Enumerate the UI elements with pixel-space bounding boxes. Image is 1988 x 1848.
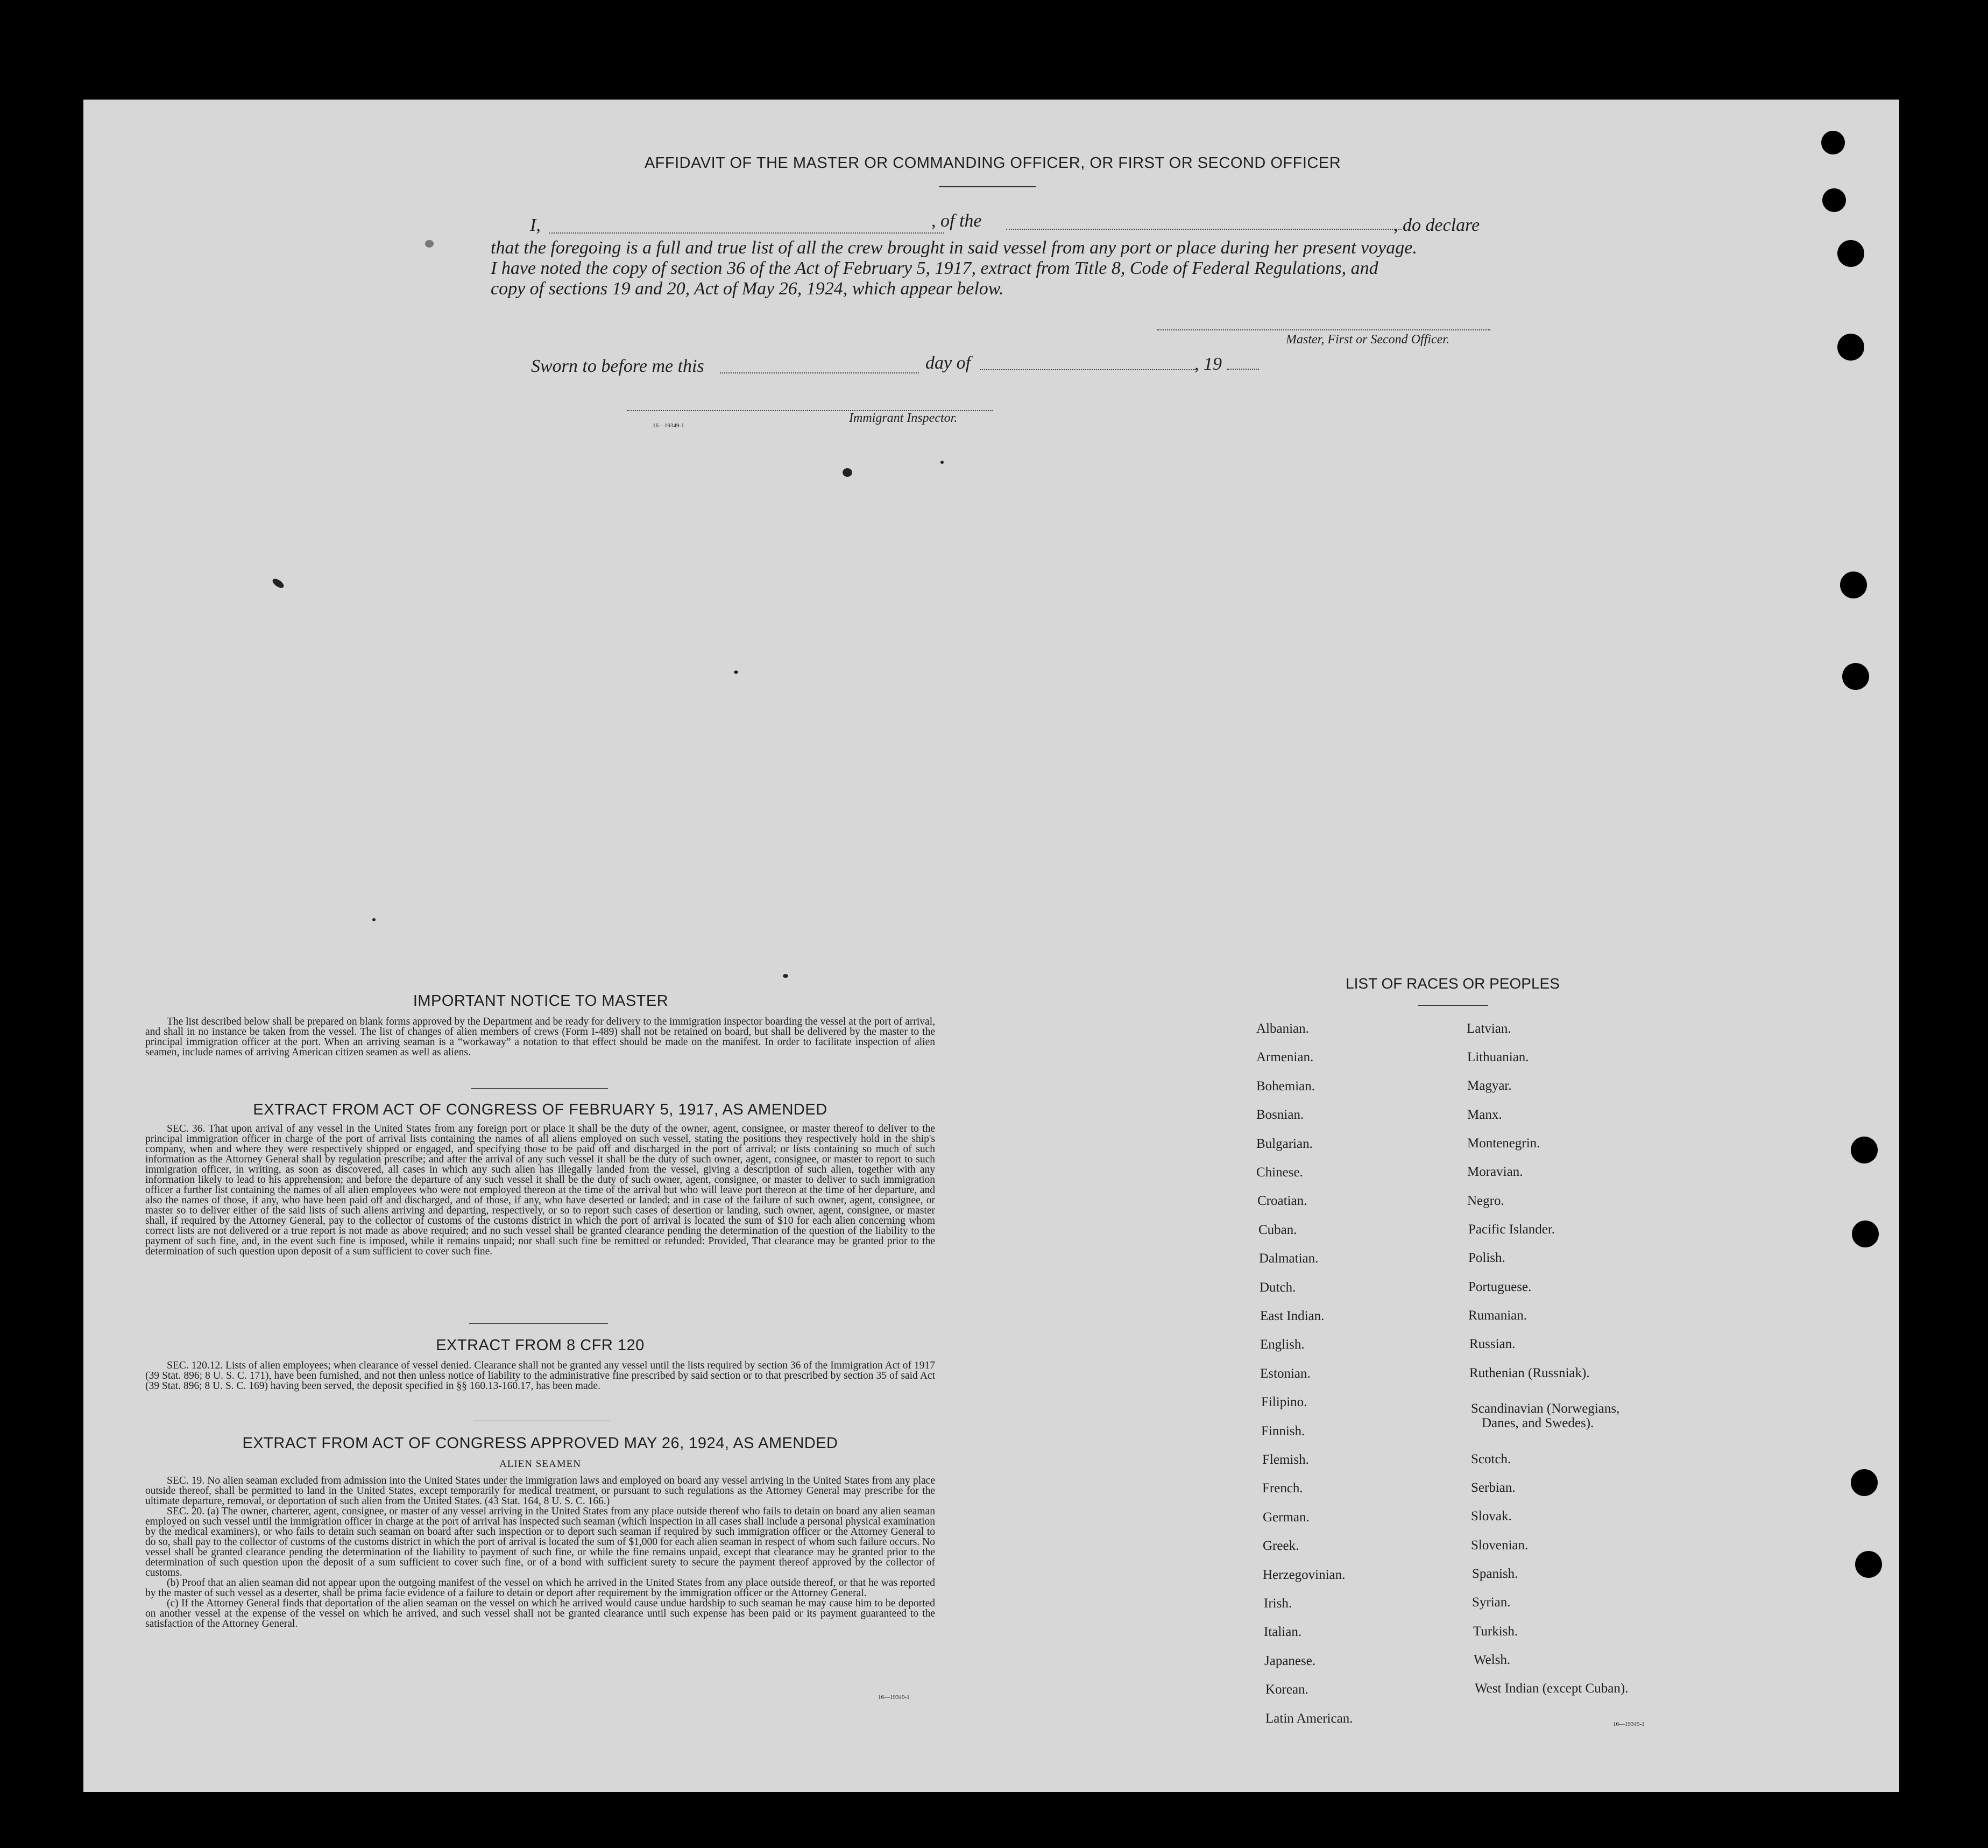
declarant-name-field[interactable] <box>549 232 944 234</box>
extract-form-number: 16—19349-1 <box>878 1694 910 1701</box>
sworn-year: , 19 <box>1194 354 1222 374</box>
race-item: Latin American. <box>1265 1711 1353 1726</box>
notice-text: The list described below shall be prepared on blank forms approved by the Department and be ready for delivery to the immigration inspector boarding the vessel at the port of arrival, and shall in no instance be taken from the vessel. The list of changes of alien members of crews (Form I-489) shall not be retained on board, but shall be delivered by the master to the principal immigration officer at the port. When an arriving seaman is a “workaway” a notation to that effect should be made on the manifest. In order to facilitate inspection of alien seamen, include names of arriving American citizen seamen as well as aliens. <box>145 1016 935 1058</box>
race-item: Flemish. <box>1262 1452 1309 1467</box>
sec20b-text: (b) Proof that an alien seaman did not appear upon the outgoing manifest of the vessel on which he arrived in the United States from any place outside thereof, or that he was reported by the master of such vessel as a deserter, shall be prima facie evidence of a failure to detain or deport after requirement by the immigration officer or the Attorney General. <box>145 1577 935 1599</box>
section-divider <box>469 1323 608 1324</box>
extract-1917-paragraph <box>145 1124 935 1257</box>
race-item: Chinese. <box>1256 1165 1303 1180</box>
race-item: Bosnian. <box>1256 1108 1304 1123</box>
race-item: Korean. <box>1265 1682 1308 1697</box>
race-item: Serbian. <box>1471 1480 1516 1495</box>
race-item: Slovenian. <box>1471 1538 1529 1553</box>
ink-speck <box>783 974 788 978</box>
do-declare-text: , do declare <box>1393 215 1480 235</box>
ink-speck <box>734 671 738 674</box>
sec120-text: SEC. 120.12. Lists of alien employees; when clearance of vessel denied. Clearance shall not be granted any vessel until the lists required by section 36 of the Immigration Act of 1917 (39 Stat. 896; 8 U. S. C. 171), have been furnished, and not then unless notice of liability to the administrative fine prescribed by said section or to that prescribed by section 35 of said Act (39 Stat. 896; 8 U. S. C. 169) having been served, the deposit specified in §§ 160.13-160.17, has been made. <box>145 1360 935 1392</box>
affidavit-title: AFFIDAVIT OF THE MASTER OR COMMANDING OFFICER, OR FIRST OR SECOND OFFICER <box>644 154 1341 172</box>
extract-1917-title: EXTRACT FROM ACT OF CONGRESS OF FEBRUARY 5, 1917, AS AMENDED <box>253 1101 827 1118</box>
sec19-text: SEC. 19. No alien seaman excluded from admission into the United States under the immigration laws and employed on board any vessel arriving in the United States from any place outside thereof, shall be permitted to land in the United States, except temporarily for medical treatment, or pursuant to such regulations as the Attorney General may prescribe for the ultimate departure, removal, or deportation of such alien from the United States. (43 Stat. 164, 8 U. S. C. 166.) <box>145 1475 935 1507</box>
race-item: Finnish. <box>1261 1423 1305 1438</box>
section-divider <box>471 1088 608 1089</box>
race-item: East Indian. <box>1260 1309 1325 1323</box>
races-title-underline <box>1418 1005 1488 1006</box>
race-item: Dutch. <box>1260 1280 1296 1295</box>
affidavit-form-number: 16—19349-1 <box>653 422 684 429</box>
race-item: Estonian. <box>1260 1366 1311 1381</box>
race-item: Bulgarian. <box>1256 1136 1313 1151</box>
sworn-day-field[interactable] <box>720 372 919 373</box>
race-item: Manx. <box>1467 1108 1502 1122</box>
race-item: Filipino. <box>1261 1395 1307 1410</box>
race-item: Russian. <box>1469 1337 1516 1351</box>
race-item: Spanish. <box>1472 1567 1518 1581</box>
race-item: Albanian. <box>1256 1021 1309 1036</box>
extract-1924-title: EXTRACT FROM ACT OF CONGRESS APPROVED MAY 26, 1924, AS AMENDED <box>242 1435 838 1452</box>
race-item: Turkish. <box>1473 1624 1518 1639</box>
ink-speck <box>940 461 944 464</box>
race-item: Polish. <box>1468 1251 1505 1265</box>
affidavit-line-2: that the foregoing is a full and true list of all the crew brought in said vessel from any port or place during her present voyage. <box>491 238 1417 258</box>
race-item: German. <box>1263 1510 1310 1525</box>
master-signature-label: Master, First or Second Officer. <box>1286 333 1449 347</box>
race-item: English. <box>1260 1337 1305 1352</box>
sworn-prefix: Sworn to before me this <box>531 356 704 376</box>
race-item: West Indian (except Cuban). <box>1475 1681 1629 1696</box>
sec36-text: SEC. 36. That upon arrival of any vessel in the United States from any foreign port or place it shall be the duty of the owner, agent, consignee, or master thereof to deliver to the principal immigration officer in charge of the port of arrival lists containing the names of all aliens employed on such vessel, stating the positions they respectively hold in the ship's company, when and where they were respectively shipped or engaged, and specifying those to be paid off and discharged in the port of arrival; or lists containing so much of such information as the Attorney General shall by regulation prescribe; and after the arrival of any such vessel it shall be the duty of such owner, agent, consignee, or master to report to such immigration officer, in writing, as soon as discovered, all cases in which any such alien has illegally landed from the vessel, giving a description of such alien, together with any information likely to lead to his apprehension; and before the departure of any such vessel it shall be the duty of such owner, agent, consignee, or master to deliver to such immigration officer a further list containing the names of all alien employees who were not employed thereon at the time of the arrival but who will leave port thereon at the time of her departure, and also the names of those, if any, who have been paid off and discharged, and of those, if any, who have deserted or landed; and in case of the failure of such owner, agent, consignee, or master so to deliver either of the said lists of such aliens arriving and departing, respectively, or so to report such cases of desertion or landing, such owner, agent, consignee, or master shall, if required by the Attorney General, pay to the collector of customs of the customs district in which the port of arrival is located the sum of $10 for each alien concerning whom correct lists are not delivered or a true report is not made as above required; and no such vessel shall be granted clearance pending the determination of the question of the liability to the payment of such fine, and, in the event such fine is imposed, while it remains unpaid; nor shall such fine be remitted or refunded: Provided, That clearance may be granted prior to the determination of such question upon deposit of a sum sufficient to cover such fine. <box>145 1123 935 1257</box>
notice-title: IMPORTANT NOTICE TO MASTER <box>413 992 669 1010</box>
race-item: Danes, and Swedes). <box>1482 1416 1594 1430</box>
punch-hole <box>1837 334 1864 361</box>
punch-hole <box>1840 572 1867 598</box>
race-item: Cuban. <box>1258 1222 1297 1237</box>
race-item: Japanese. <box>1264 1653 1316 1668</box>
race-item: Scandinavian (Norwegians, <box>1471 1401 1620 1416</box>
race-item: Croatian. <box>1257 1194 1307 1209</box>
race-item: Slovak. <box>1471 1509 1512 1523</box>
affidavit-line-4: copy of sections 19 and 20, Act of May 26, 1924, which appear below. <box>491 279 1004 299</box>
punch-hole <box>1851 1469 1878 1496</box>
race-item: Armenian. <box>1256 1050 1314 1065</box>
race-item: Bohemian. <box>1256 1078 1315 1094</box>
ink-speck <box>425 240 434 248</box>
race-item: Rumanian. <box>1468 1308 1527 1323</box>
sec20c-text: (c) If the Attorney General finds that deportation of the alien seaman on the vessel on which he arrived would cause undue hardship to such seaman he may cause him to be deported on another vessel at the expense of the vessel on which he arrived, and such vessel shall not be granted clearance until such expense has been paid or its payment guaranteed to the satisfaction of the Attorney General. <box>145 1598 935 1630</box>
ink-speck <box>843 468 852 477</box>
race-item: Latvian. <box>1467 1021 1511 1036</box>
master-signature-field[interactable] <box>1157 329 1490 330</box>
ink-speck <box>372 918 376 921</box>
race-item: Irish. <box>1264 1596 1292 1611</box>
race-item: Montenegrin. <box>1467 1136 1540 1151</box>
punch-hole <box>1855 1551 1882 1578</box>
race-item: Greek. <box>1263 1539 1299 1554</box>
of-the-text: , of the <box>931 211 982 231</box>
race-item: Portuguese. <box>1468 1280 1532 1294</box>
punch-hole <box>1821 131 1845 154</box>
race-item: Negro. <box>1467 1194 1504 1208</box>
title-underline <box>939 186 1036 187</box>
extract-cfr-title: EXTRACT FROM 8 CFR 120 <box>436 1337 645 1354</box>
punch-hole <box>1837 240 1864 267</box>
sworn-day-of: day of <box>925 353 971 373</box>
punch-hole <box>1851 1137 1878 1163</box>
notice-paragraph <box>145 1017 935 1057</box>
race-item: Herzegovinian. <box>1263 1567 1346 1582</box>
race-item: Syrian. <box>1472 1595 1511 1610</box>
sworn-year-field[interactable] <box>1227 369 1259 370</box>
race-item: Magyar. <box>1467 1078 1512 1093</box>
extract-cfr-paragraph <box>145 1360 935 1391</box>
race-item: French. <box>1262 1481 1303 1496</box>
race-item: Lithuanian. <box>1467 1050 1529 1064</box>
alien-seamen-subtitle: ALIEN SEAMEN <box>499 1458 581 1470</box>
sec20a-text: SEC. 20. (a) The owner, charterer, agent, consignee, or master of any vessel arriving in the United States from any place outside thereof who fails to detain on board any alien seaman employed on such vessel until the immigration officer in charge at the port of arrival has inspected such seaman (which inspection in all cases shall include a personal physical examination by the medical examiners), or who fails to detain such seaman on board after such inspection or to deport such seaman if required by such immigration officer or the Attorney General to do so, shall pay to the collector of customs of the customs district in which the port of arrival is located the sum of $1,000 for each alien seaman in respect of whom such failure occurs. No vessel shall be granted clearance pending the determination of the liability to payment of such fine, or while the fine remains unpaid, except that clearance may be granted prior to the determination of such question upon the deposit of a sum sufficient to cover such fine, or of a bond with sufficient surety to secure the payment thereof approved by the collector of customs. <box>145 1506 935 1578</box>
race-item: Moravian. <box>1467 1165 1523 1179</box>
punch-hole <box>1852 1221 1879 1247</box>
inspector-label: Immigrant Inspector. <box>849 411 958 425</box>
race-item: Scotch. <box>1471 1452 1511 1466</box>
punch-hole <box>1842 663 1869 690</box>
race-item: Italian. <box>1264 1625 1302 1640</box>
punch-hole <box>1822 188 1846 212</box>
race-item: Ruthenian (Russniak). <box>1469 1366 1590 1380</box>
affidavit-line-3: I have noted the copy of section 36 of the Act of February 5, 1917, extract from Title 8, Code of Federal Regulations, and <box>491 258 1378 278</box>
races-form-number: 16—19349-1 <box>1613 1721 1645 1727</box>
race-item: Pacific Islander. <box>1468 1222 1555 1237</box>
race-item: Dalmatian. <box>1259 1251 1319 1266</box>
vessel-name-field[interactable] <box>1006 229 1402 230</box>
declarant-prefix: I, <box>530 215 541 235</box>
races-title: LIST OF RACES OR PEOPLES <box>1346 975 1560 992</box>
extract-1924-paragraphs <box>145 1476 935 1629</box>
sworn-month-field[interactable] <box>980 369 1195 370</box>
sworn-line <box>531 355 1284 378</box>
race-item: Welsh. <box>1474 1653 1511 1667</box>
